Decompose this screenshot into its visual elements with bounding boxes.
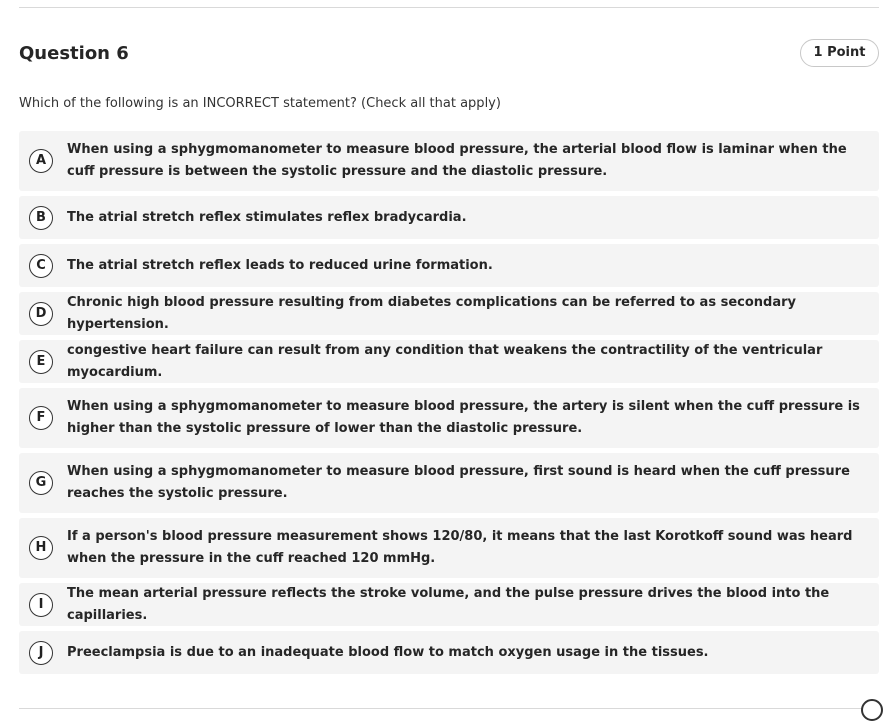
- option-letter-badge: F: [29, 406, 53, 430]
- option-letter-badge: A: [29, 149, 53, 173]
- option-text: When using a sphygmomanometer to measure blood pressure, first sound is heard when the cuff pressure reaches the systolic pressure.: [67, 464, 850, 501]
- points-badge: 1 Point: [800, 39, 879, 67]
- top-divider: [19, 7, 879, 8]
- option-text: When using a sphygmomanometer to measure blood pressure, the arterial blood flow is laminar when the cuff pressure is between the systolic pressure and the diastolic pressure.: [67, 142, 847, 179]
- answer-options: [19, 131, 879, 679]
- option-text: Preeclampsia is due to an inadequate blood flow to match oxygen usage in the tissues.: [67, 644, 709, 660]
- option-b[interactable]: [19, 196, 879, 239]
- option-text: If a person's blood pressure measurement shows 120/80, it means that the last Korotkoff sound was heard when the pressure in the cuff reached 120 mmHg.: [67, 529, 853, 566]
- option-h[interactable]: [19, 518, 879, 578]
- bottom-divider: [19, 708, 879, 709]
- option-letter-badge: C: [29, 254, 53, 278]
- option-letter-badge: H: [29, 536, 53, 560]
- question-prompt: Which of the following is an INCORRECT statement? (Check all that apply): [19, 96, 501, 111]
- option-i[interactable]: [19, 583, 879, 626]
- option-text: congestive heart failure can result from any condition that weakens the contractility of the ventricular myocardium.: [67, 342, 823, 380]
- option-letter-badge: J: [29, 641, 53, 665]
- option-d[interactable]: [19, 292, 879, 335]
- option-e[interactable]: [19, 340, 879, 383]
- option-f[interactable]: [19, 388, 879, 448]
- option-letter-badge: G: [29, 471, 53, 495]
- option-letter-badge: E: [29, 350, 53, 374]
- help-icon[interactable]: [861, 699, 883, 721]
- option-c[interactable]: [19, 244, 879, 287]
- option-text: When using a sphygmomanometer to measure blood pressure, the artery is silent when the cuff pressure is higher than the systolic pressure of lower than the diastolic pressure.: [67, 399, 860, 436]
- option-g[interactable]: [19, 453, 879, 513]
- question-title: Question 6: [19, 43, 129, 64]
- option-text: The atrial stretch reflex leads to reduced urine formation.: [67, 257, 493, 273]
- option-text: The atrial stretch reflex stimulates reflex bradycardia.: [67, 209, 467, 225]
- option-j[interactable]: [19, 631, 879, 674]
- option-letter-badge: I: [29, 593, 53, 617]
- option-a[interactable]: [19, 131, 879, 191]
- option-letter-badge: B: [29, 206, 53, 230]
- question-header: [19, 39, 879, 69]
- option-letter-badge: D: [29, 302, 53, 326]
- option-text: The mean arterial pressure reflects the stroke volume, and the pulse pressure drives the blood into the capillaries.: [67, 585, 830, 623]
- option-text: Chronic high blood pressure resulting from diabetes complications can be referred to as secondary hypertension.: [67, 294, 797, 332]
